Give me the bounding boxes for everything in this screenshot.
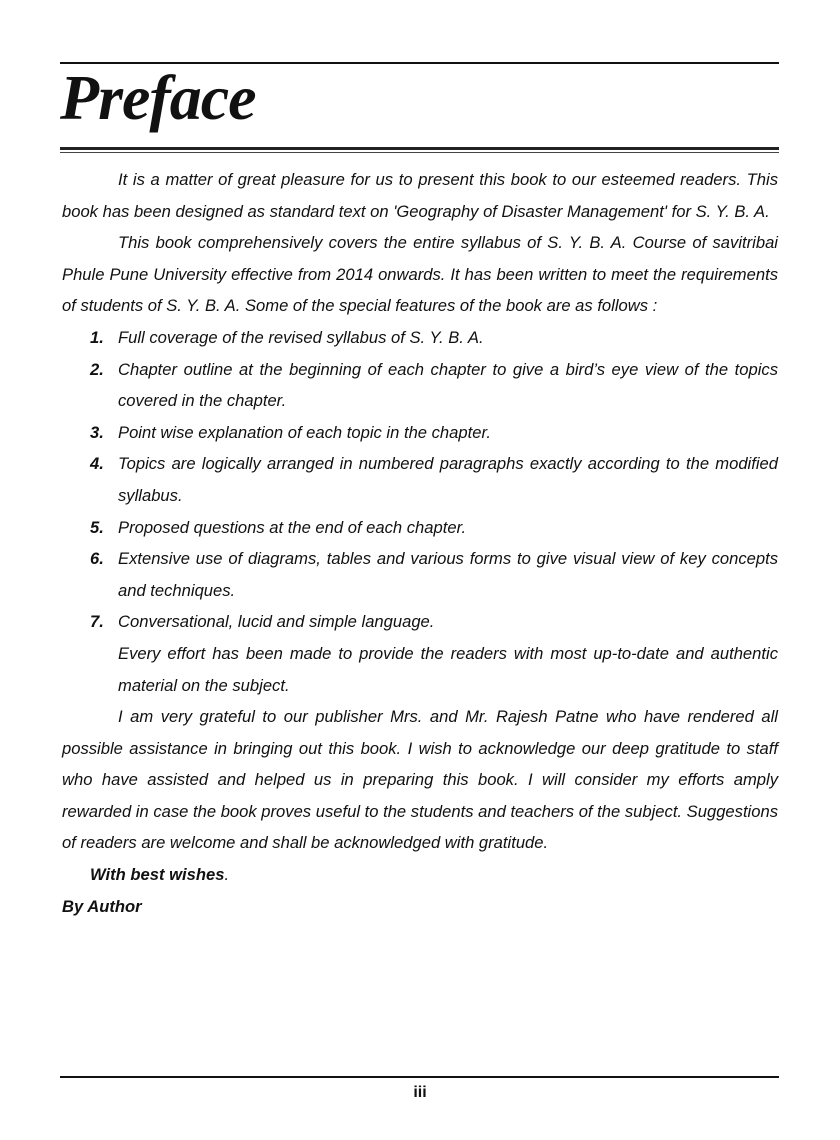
list-item (62, 354, 778, 417)
coverage-paragraph: This book comprehensively covers the entire syllabus of S. Y. B. A. Course of savitribai Phule Pune University effective from 2014 onwards. It has been written to meet the requirements of students of S. Y. B. A. Some of the special features of the book are as follows : (62, 233, 778, 316)
acknowledgement-paragraph: I am very grateful to our publisher Mrs. and Mr. Rajesh Patne who have rendered all possible assistance in bringing out this book. I wish to acknowledge our deep gratitude to staff who have assisted and helped us in preparing this book. I will consider my efforts amply rewarded in case the book proves useful to the students and teachers of the subject. Suggestions of readers are welcome and shall be acknowledged with gratitude. (62, 707, 778, 853)
preface-body (62, 164, 778, 922)
list-item (62, 448, 778, 511)
wishes-text: With best wishes (90, 865, 225, 885)
page-title: Preface (60, 62, 256, 133)
list-number: 1. (90, 327, 104, 347)
effort-paragraph: Every effort has been made to provide the readers with most up-to-date and authentic material on the subject. (118, 643, 778, 695)
closing-wishes (62, 859, 778, 891)
list-text: Chapter outline at the beginning of each chapter to give a bird’s eye view of the topics covered in the chapter. (118, 359, 778, 411)
list-text: Topics are logically arranged in numbered paragraphs exactly according to the modified syllabus. (118, 454, 778, 505)
title-double-rule-thin (60, 152, 779, 153)
intro-paragraph: It is a matter of great pleasure for us to present this book to our esteemed readers. This book has been designed as standard text on 'Geography of Disaster Management' for S. Y. B. A. (62, 170, 778, 221)
list-number: 6. (90, 549, 104, 569)
list-number: 2. (90, 359, 104, 379)
list-item (62, 543, 778, 606)
list-number: 3. (90, 422, 104, 442)
list-text: Full coverage of the revised syllabus of S. Y. B. A. (118, 327, 484, 347)
list-number: 4. (90, 454, 104, 474)
list-text: Proposed questions at the end of each chapter. (118, 517, 467, 537)
list-text: Extensive use of diagrams, tables and various forms to give visual view of key concepts and techniques. (118, 549, 778, 600)
list-item (62, 512, 778, 544)
wishes-period: . (224, 865, 230, 885)
footer-rule (60, 1076, 779, 1078)
title-double-rule (60, 147, 779, 150)
list-number: 7. (90, 612, 104, 632)
list-number: 5. (90, 517, 104, 537)
list-text: Conversational, lucid and simple language. (118, 612, 435, 632)
list-item (62, 417, 778, 449)
list-item (62, 606, 778, 638)
list-text: Point wise explanation of each topic in the chapter. (118, 422, 491, 442)
signature: By Author (62, 896, 142, 916)
page-number: iii (413, 1084, 427, 1101)
features-list (62, 322, 778, 638)
list-item (62, 322, 778, 354)
